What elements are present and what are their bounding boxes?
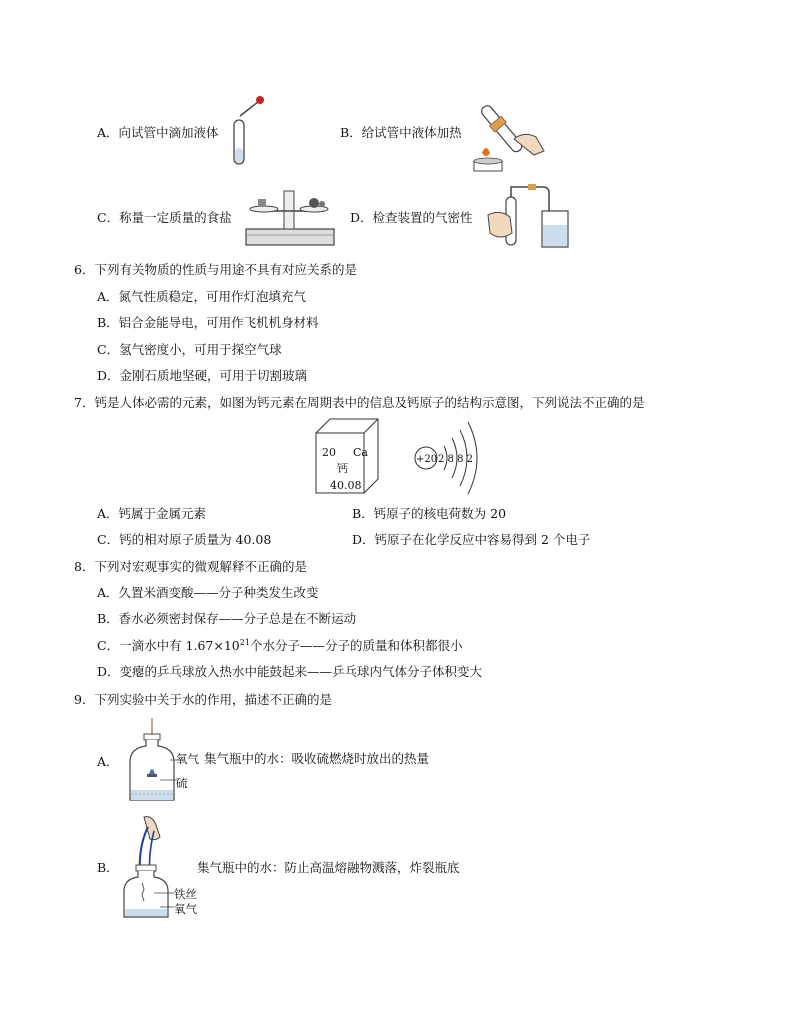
q8-option-c-exponent: 21 [239,637,250,647]
sulfur-label: 硫 [176,776,188,790]
q6-option-a: A．氮气性质稳定，可用作灯泡填充气 [97,289,307,304]
q9-option-a-text: 集气瓶中的水：吸收硫燃烧时放出的热量 [204,751,430,766]
q5-option-a: A．向试管中滴加液体 [97,125,219,140]
q7-option-a: A．钙属于金属元素 [97,506,207,521]
q8-option-c-prefix: C．一滴水中有 1.67×10 [97,638,240,653]
balance-illustration [244,183,336,251]
q5-option-b: B．给试管中液体加热 [340,125,462,140]
element-name: 钙 [337,462,348,475]
q5-option-c: C．称量一定质量的食盐 [97,210,232,225]
q7-option-b: B．钙原子的核电荷数为 20 [352,506,507,521]
q8-option-c-suffix: 个水分子——分子的质量和体积都很小 [249,638,463,653]
atomic-mass: 40.08 [330,479,362,492]
q9-option-a-letter: A． [97,754,119,769]
airtightness-check-illustration [484,181,574,253]
sulfur-combustion-jar-illustration [126,718,178,804]
q9-option-b-letter: B． [97,860,119,875]
q9-option-b-text: 集气瓶中的水：防止高温熔融物溅落，炸裂瓶底 [197,860,460,875]
iron-wire-combustion-jar-illustration [120,813,174,921]
element-symbol: Ca [353,446,368,459]
iron-wire-label: 铁丝 [174,887,197,901]
q8-option-a: A．久置米酒变酸——分子种类发生改变 [97,585,319,600]
nucleus-charge: +20 [416,454,438,465]
q8-option-d: D．变瘪的乒乓球放入热水中能鼓起来——乒乓球内气体分子体积变大 [97,664,483,679]
q7-option-c: C．钙的相对原子质量为 40.08 [97,532,272,547]
electron-shells: 2 8 8 2 [438,454,473,465]
q6-option-d: D．金刚石质地坚硬，可用于切割玻璃 [97,368,308,383]
oxygen-label-b: 氧气 [174,902,197,916]
atomic-number: 20 [322,446,336,459]
q6-option-c: C．氢气密度小，可用于探空气球 [97,342,282,357]
q8-stem: 8．下列对宏观事实的微观解释不正确的是 [74,559,307,574]
q6-stem: 6．下列有关物质的性质与用途不具有对应关系的是 [74,262,357,277]
q7-option-d: D．钙原子在化学反应中容易得到 2 个电子 [352,532,591,547]
q8-option-c [97,638,462,654]
dropper-tube-illustration [226,92,272,170]
heating-tube-illustration [470,95,546,177]
q6-option-b: B．铝合金能导电，可用作飞机机身材料 [97,315,319,330]
q5-option-d: D．检查装置的气密性 [350,210,473,225]
q9-stem: 9．下列实验中关于水的作用，描述不正确的是 [74,692,332,707]
q8-option-b: B．香水必须密封保存——分子总是在不断运动 [97,611,357,626]
oxygen-label-a: 氧气 [176,752,199,766]
q7-stem: 7．钙是人体必需的元素，如图为钙元素在周期表中的信息及钙原子的结构示意图，下列说法不正确的是 [74,395,645,410]
